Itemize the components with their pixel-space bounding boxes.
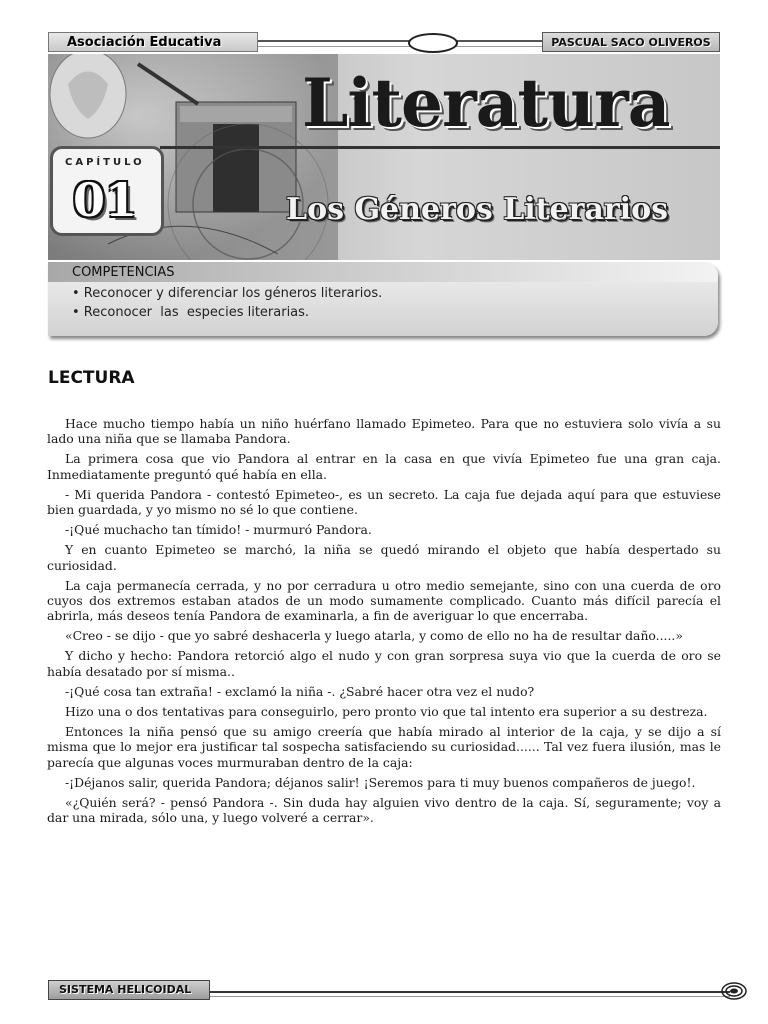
spiral-logo-icon xyxy=(720,980,748,1002)
competencias-list xyxy=(72,284,382,322)
section-heading: LECTURA xyxy=(48,368,135,388)
paragraph: Y dicho y hecho: Pandora retorció algo el nudo y con gran sorpresa suya vio que la cuerda de oro se había desatado por sí misma.. xyxy=(47,648,721,679)
competencia-item: • Reconocer y diferenciar los géneros literarios. xyxy=(72,286,383,301)
reading-text xyxy=(47,416,721,830)
chapter-banner xyxy=(48,54,720,260)
competencia-item: • Reconocer las especies literarias. xyxy=(72,305,310,320)
institution-label: Asociación Educativa xyxy=(48,32,258,52)
paragraph: La caja permanecía cerrada, y no por cerradura u otro medio semejante, sino con una cuerda de oro cuyos dos extremos estaban atados de un modo sumamente complicado. Cuanto más difícil parecía el abrirla, más deseos tenía Pandora de examinarla, a fin de averiguar lo que encerraba. xyxy=(47,577,721,624)
author-label: PASCUAL SACO OLIVEROS xyxy=(542,32,720,52)
chapter-badge xyxy=(50,146,164,236)
paragraph: «Creo - se dijo - que yo sabré deshacerla y luego atarla, y como de ello no ha de resultar daño.....» xyxy=(65,628,683,644)
paragraph: -¡Qué muchacho tan tímido! - murmuró Pandora. xyxy=(65,522,372,538)
paragraph: - Mi querida Pandora - contestó Epimeteo-, es un secreto. La caja fue dejada aquí para que estuviese bien guardada, y yo mismo no sé lo que contiene. xyxy=(47,486,721,518)
paragraph: «¿Quién será? - pensó Pandora -. Sin duda hay alguien vivo dentro de la caja. Sí, seguramente; voy a dar una mirada, sólo una, y luego volveré a cerrar». xyxy=(47,794,721,826)
paragraph: Hizo una o dos tentativas para conseguirlo, pero pronto vio que tal intento era superior a su destreza. xyxy=(65,703,708,719)
competencias-title: COMPETENCIAS xyxy=(72,265,175,280)
chapter-subtitle: Los Géneros Literarios xyxy=(286,192,668,227)
paragraph: Y en cuanto Epimeteo se marchó, la niña se quedó mirando el objeto que había despertado su curiosidad. xyxy=(47,542,721,573)
page-footer xyxy=(48,980,748,1002)
top-header-bar xyxy=(48,32,720,52)
chapter-label: CAPÍTULO xyxy=(65,157,145,168)
paragraph: La primera cosa que vio Pandora al entrar en la casa en que vivía Epimeteo fue una gran caja. Inmediatamente preguntó qué había en ella. xyxy=(47,451,721,482)
paragraph: Hace mucho tiempo había un niño huérfano llamado Epimeteo. Para que no estuviera solo vivía a su lado una niña que se llamaba Pandora. xyxy=(47,416,721,447)
paragraph: -¡Déjanos salir, querida Pandora; déjanos salir! ¡Seremos para ti muy buenos compañeros de juego!. xyxy=(65,774,696,790)
competencias-panel xyxy=(48,262,718,336)
paragraph: Entonces la niña pensó que su amigo creería que había mirado al interior de la caja, y se dijo a sí misma que lo mejor era justificar tal sospecha satisfaciendo su curiosidad...... Tal vez fuera ilusión, mas le parecía que algunas voces murmuraban dentro de la caja: xyxy=(47,723,721,770)
footer-label: SISTEMA HELICOIDAL xyxy=(48,980,210,1000)
chapter-number: 01 xyxy=(73,173,138,227)
paragraph: -¡Qué cosa tan extraña! - exclamó la niña -. ¿Sabré hacer otra vez el nudo? xyxy=(65,683,535,699)
footer-rule xyxy=(210,991,730,997)
header-oval-ornament xyxy=(408,33,458,53)
page-title: Literatura xyxy=(302,64,670,142)
